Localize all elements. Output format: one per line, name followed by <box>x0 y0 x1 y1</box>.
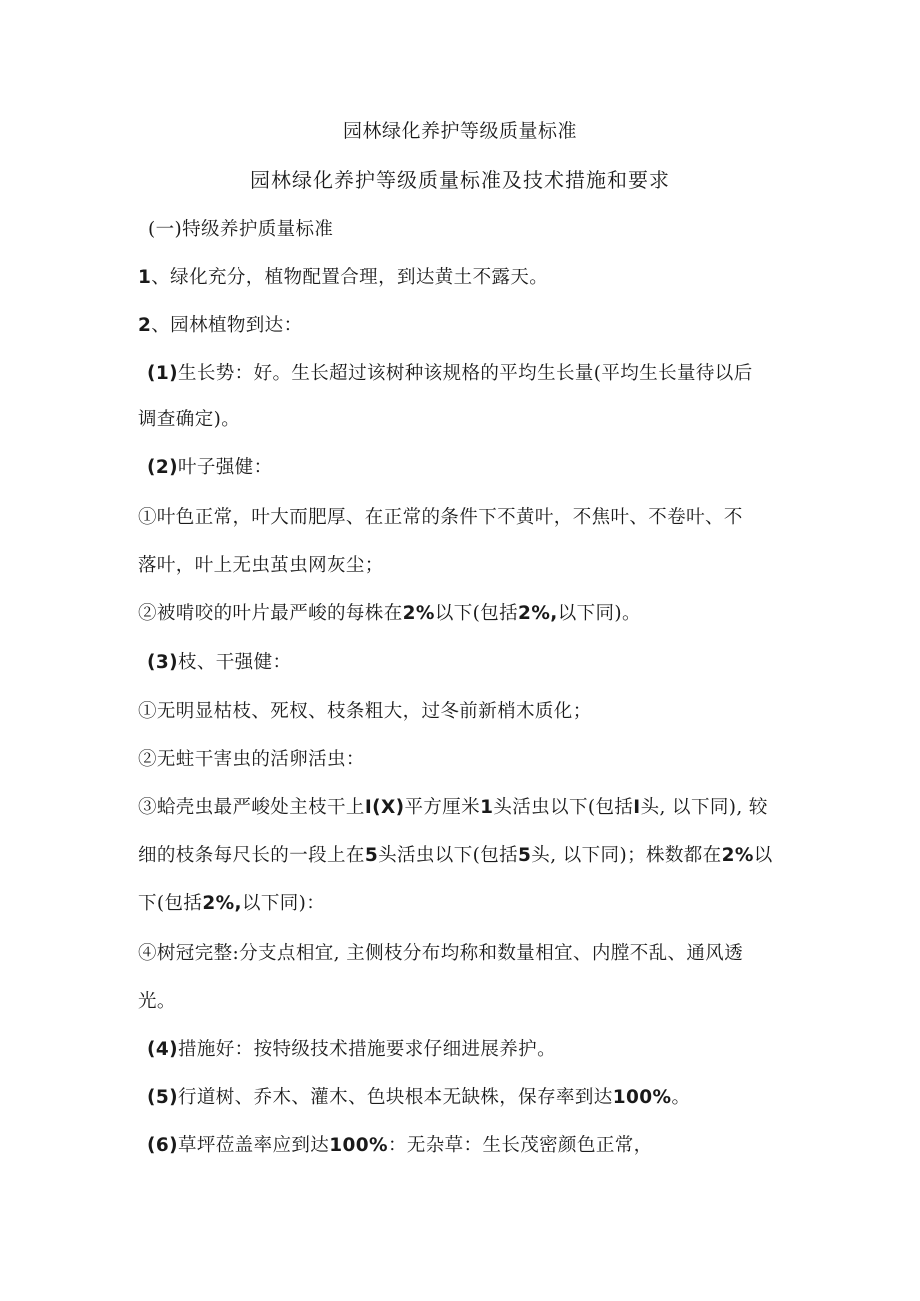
text-run: 下(包括 <box>138 893 203 914</box>
item-number: (4) <box>147 1039 178 1060</box>
number-run: 2% <box>402 603 435 624</box>
text-run: 头活虫以下(包括 <box>493 797 634 818</box>
number-run: 5 <box>364 845 379 866</box>
item-number: (6) <box>147 1135 178 1156</box>
paragraph-text: 行道树、乔木、灌木、色块根本无缺株，保存率到达 <box>177 1087 613 1108</box>
number-run: 100% <box>612 1087 672 1108</box>
number-run: 2% <box>721 845 754 866</box>
text-run: 细的枝条每尺长的一段上在 <box>138 845 365 866</box>
text-run: 头, 以下同)；株数都在 <box>531 845 722 866</box>
paragraph-3-continued: 调查确定)。 <box>138 409 241 430</box>
text-run: 以下(包括 <box>434 603 519 624</box>
paragraph-6 <box>138 590 788 637</box>
paragraph-14 <box>147 1122 797 1169</box>
paragraph-5-line-2: 落叶，叶上无虫茧虫网灰尘； <box>138 555 384 576</box>
paragraph-text: 、绿化充分，植物配置合理，到达黄土不露天。 <box>151 267 549 288</box>
item-number: (1) <box>147 363 178 384</box>
number-run: 2%, <box>202 893 242 914</box>
text-run: 。 <box>671 1087 691 1108</box>
paragraph-7 <box>147 639 797 686</box>
number-run: 5 <box>518 845 532 866</box>
paragraph-4 <box>147 444 797 491</box>
text-run: 平方厘米 <box>404 797 481 818</box>
paragraph-10-line-2 <box>138 832 788 879</box>
item-number: (2) <box>147 457 178 478</box>
paragraph-3 <box>147 350 797 397</box>
paragraph-9: ②无蛀干害虫的活卵活虫： <box>138 749 365 770</box>
text-run: 以下同)。 <box>557 603 641 624</box>
paragraph-text: 草坪莅盖率应到达 <box>177 1135 330 1156</box>
document-subtitle: 园林绿化养护等级质量标准及技术措施和要求 <box>250 168 670 192</box>
paragraph-text: 、园林植物到达： <box>151 315 303 336</box>
text-run: ③蛤壳虫最严峻处主枝干上 <box>138 797 365 818</box>
text-run: ②被啃咬的叶片最严峻的每株在 <box>138 603 403 624</box>
number-run: I <box>633 797 641 818</box>
paragraph-text: 措施好：按特级技术措施要求仔细进展养护。 <box>177 1039 556 1060</box>
section-heading: (一)特级养护质量标准 <box>148 219 334 240</box>
item-number: (5) <box>147 1087 178 1108</box>
document-title: 园林绿化养护等级质量标准 <box>342 120 577 142</box>
paragraph-2 <box>138 302 788 349</box>
paragraph-text: 枝、干强健： <box>177 652 292 673</box>
number-run: 100% <box>329 1135 388 1156</box>
paragraph-12 <box>147 1026 797 1073</box>
item-number: 2 <box>138 315 152 336</box>
paragraph-text: 叶子强健： <box>177 457 273 478</box>
text-run: 头活虫以下(包括 <box>378 845 519 866</box>
text-run: 头, 以下同), 较 <box>640 797 768 818</box>
paragraph-13 <box>147 1074 797 1121</box>
number-run: 1 <box>480 797 494 818</box>
paragraph-1 <box>138 254 788 301</box>
paragraph-11-line-1: ④树冠完整:分支点相宜, 主侧枝分布均称和数量相宜、内膛不乱、通风透 <box>138 943 744 964</box>
text-run: ：无杂草：生长茂密颜色正常， <box>387 1135 653 1156</box>
item-number: 1 <box>138 267 152 288</box>
text-run: 以下同)： <box>241 893 326 914</box>
paragraph-text: 生长势：好。生长超过该树种该规格的平均生长量(平均生长量待以后 <box>177 363 753 384</box>
paragraph-11-line-2: 光。 <box>138 991 176 1012</box>
paragraph-5-line-1: ①叶色正常，叶大而肥厚、在正常的条件下不黄叶，不焦叶、不卷叶、不 <box>138 507 743 528</box>
text-run: 以 <box>753 845 773 866</box>
number-run: I(X) <box>364 797 405 818</box>
paragraph-10-line-1 <box>138 784 788 831</box>
paragraph-10-line-3 <box>138 880 788 927</box>
number-run: 2%, <box>518 603 558 624</box>
paragraph-8: ①无明显枯枝、死杈、枝条粗大，过冬前新梢木质化； <box>138 701 592 722</box>
item-number: (3) <box>147 652 178 673</box>
